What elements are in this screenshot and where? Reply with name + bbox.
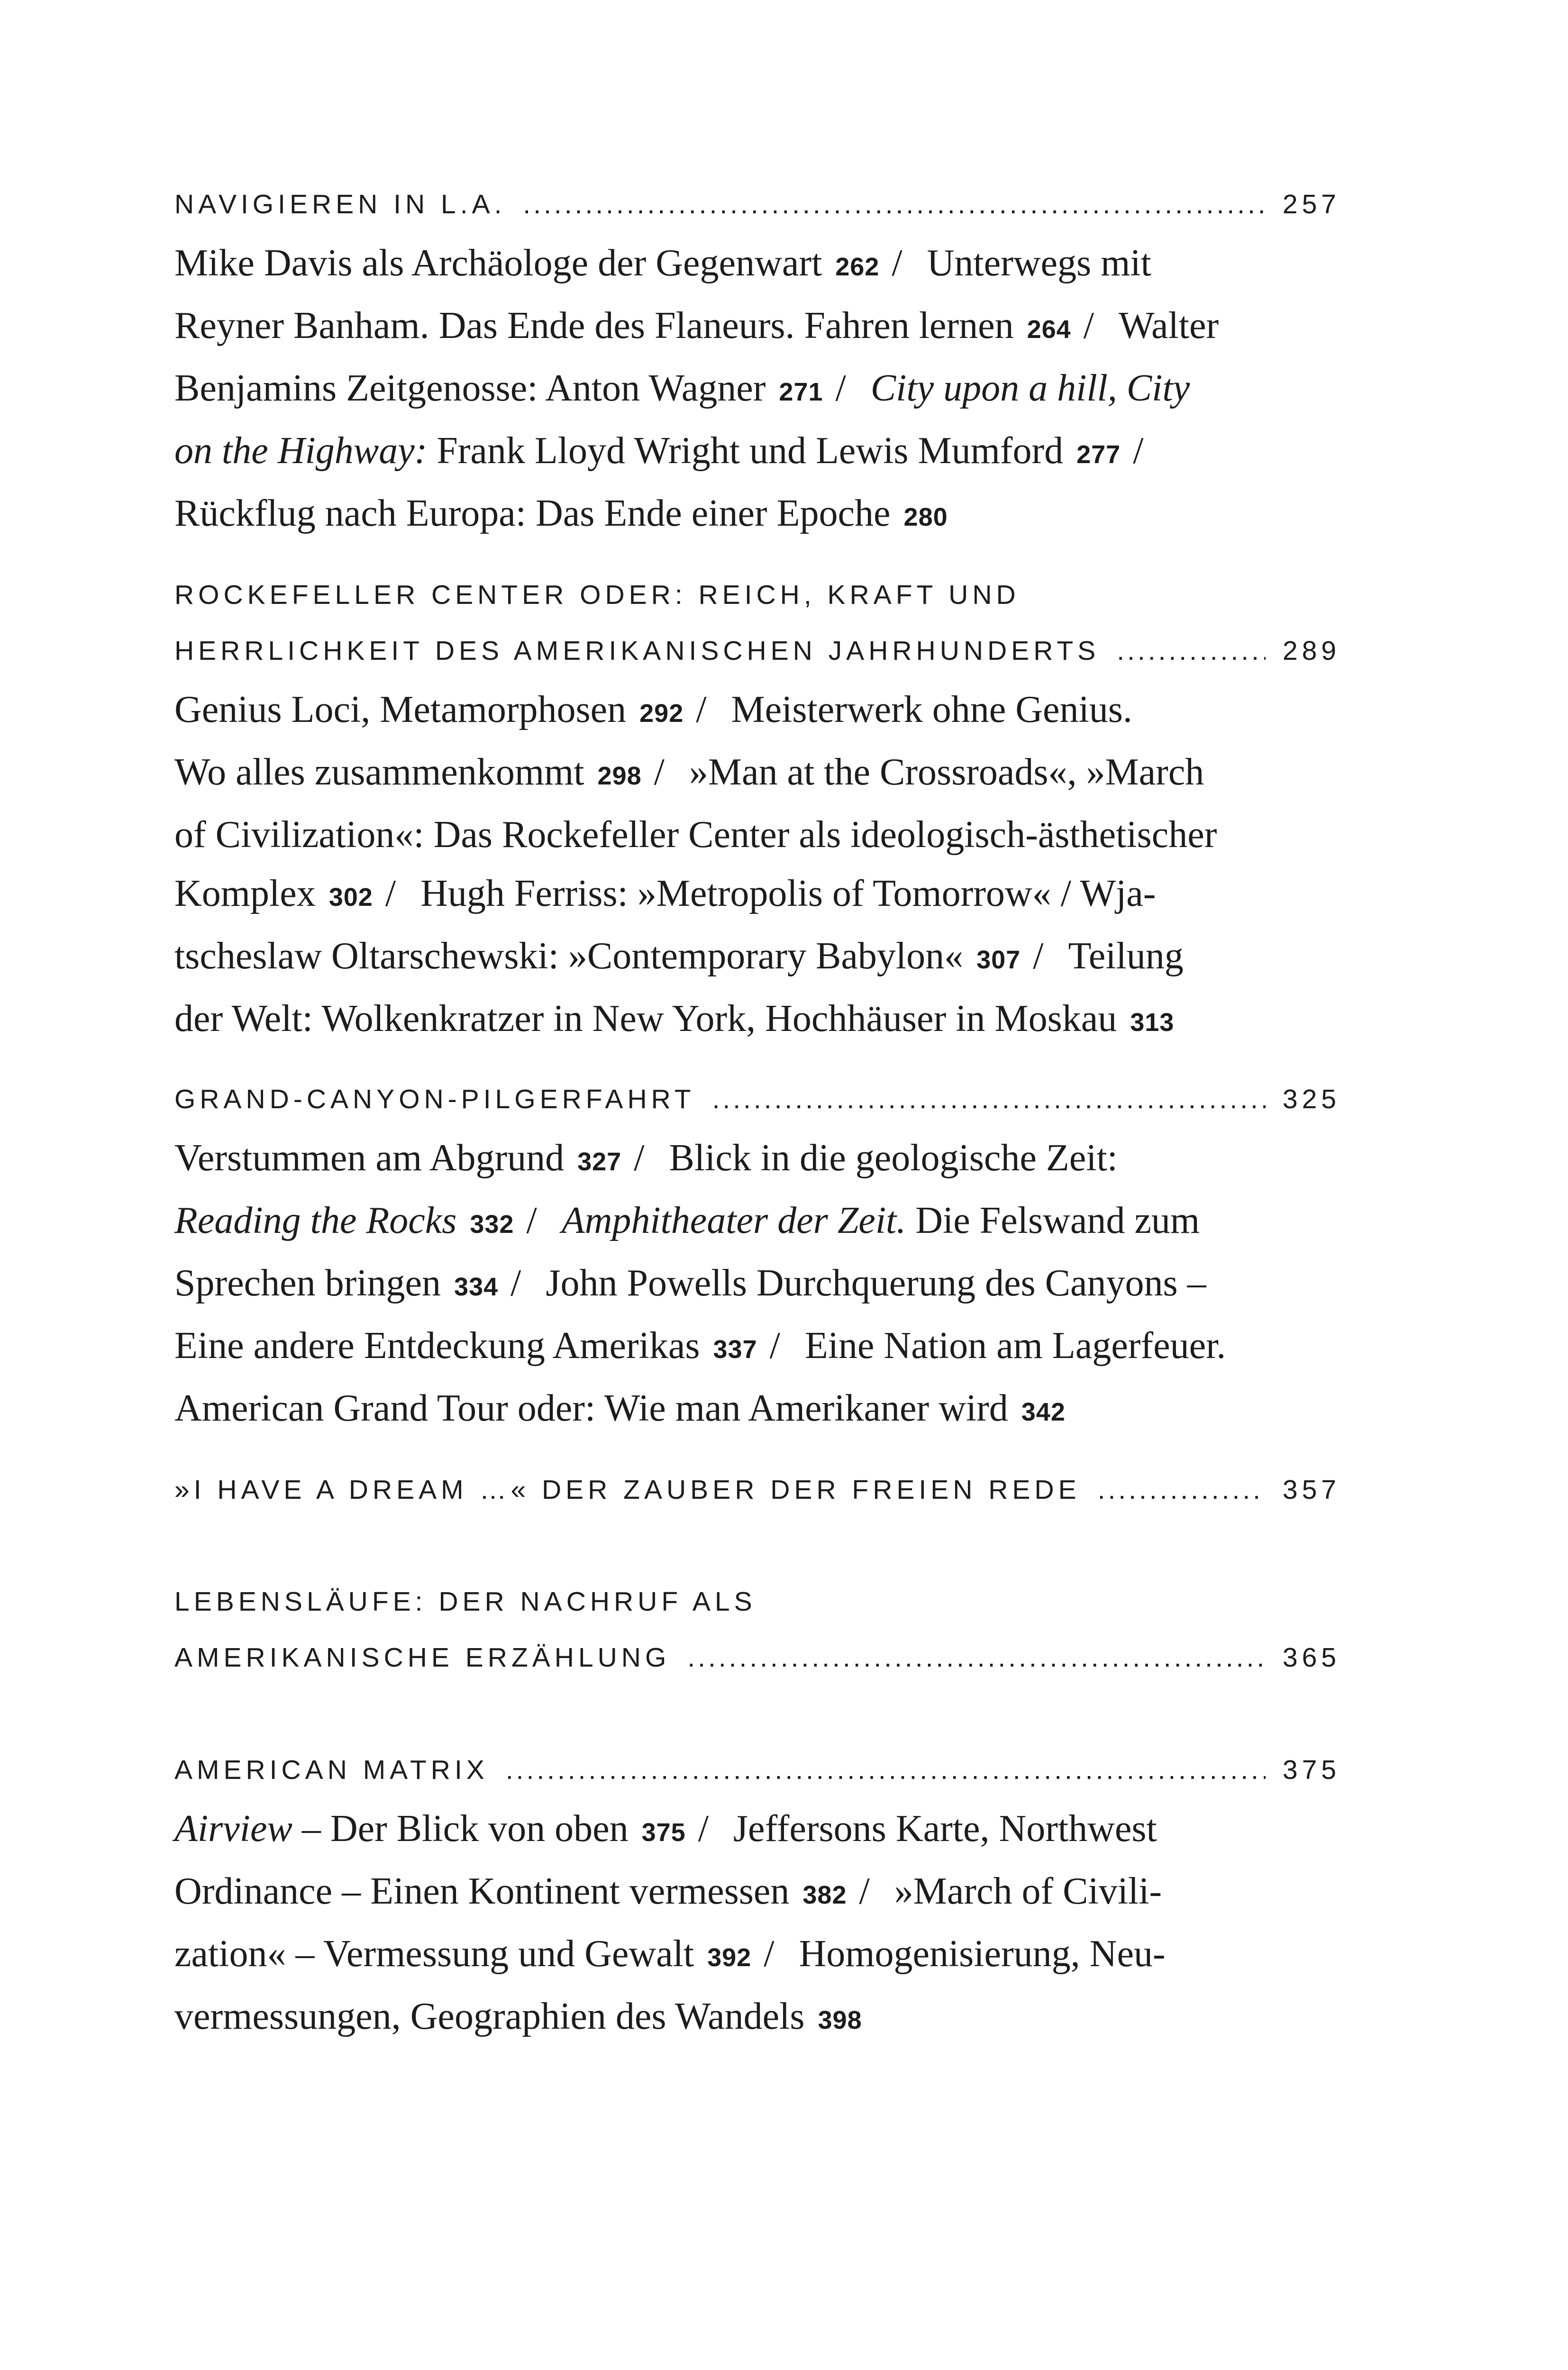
chapter-heading: [174, 176, 1340, 232]
leader-dots: [712, 1071, 1266, 1127]
subsection-line: Komplex 302 / Hugh Ferriss: »Metropolis of Tomorrow« / Wja-: [174, 873, 1156, 914]
toc-entry: [174, 1742, 1340, 2048]
page-ref: 398: [818, 2006, 862, 2034]
toc-entry: [174, 1574, 1340, 1686]
chapter-title: »I HAVE A DREAM …« DER ZAUBER DER FREIEN REDE: [174, 1475, 1081, 1505]
separator: /: [698, 1808, 709, 1850]
chapter-title: NAVIGIEREN IN L.A.: [174, 189, 506, 219]
subsection-line: of Civilization«: Das Rockefeller Center als ideologisch-ästhetischer: [174, 814, 1217, 856]
separator: /: [859, 1870, 870, 1912]
subsection-line: vermessungen, Geographien des Wandels 398: [174, 1996, 862, 2037]
subsection-line: Wo alles zusammenkommt 298 / »Man at the Crossroads«, »March: [174, 751, 1204, 793]
separator: /: [696, 689, 707, 730]
toc-entry: [174, 176, 1340, 545]
chapter-page-number: 357: [1282, 1475, 1340, 1505]
subsection-line: Reading the Rocks 332 / Amphitheater der Zeit. Die Felswand zum: [174, 1200, 1200, 1241]
chapter-page-number: 257: [1282, 189, 1340, 219]
subsection-line: Reyner Banham. Das Ende des Flaneurs. Fahren lernen 264 / Walter: [174, 305, 1219, 346]
leader-dots: [523, 176, 1265, 232]
chapter-title: AMERIKANISCHE ERZÄHLUNG: [174, 1642, 671, 1673]
page-ref: 292: [639, 699, 684, 728]
leader-dots: [1117, 623, 1266, 679]
separator: /: [385, 873, 396, 914]
leader-dots: [1098, 1462, 1266, 1518]
leader-dots: [687, 1630, 1266, 1686]
chapter-title: HERRLICHKEIT DES AMERIKANISCHEN JAHRHUNDERTS: [174, 636, 1100, 666]
page-ref: 332: [470, 1210, 514, 1239]
toc-entry: [174, 567, 1340, 1050]
subsection-line: zation« – Vermessung und Gewalt 392 / Homogenisierung, Neu-: [174, 1933, 1166, 1975]
subsection-line: Verstummen am Abgrund 327 / Blick in die geologische Zeit:: [174, 1137, 1118, 1179]
toc-entry: [174, 1462, 1340, 1518]
chapter-page-number: 325: [1282, 1084, 1340, 1114]
leader-dots: [506, 1742, 1266, 1798]
separator: /: [835, 367, 846, 409]
page-ref: 264: [1027, 315, 1071, 344]
page-ref: 262: [835, 253, 880, 281]
subsection-line: Rückflug nach Europa: Das Ende einer Epoche 280: [174, 492, 948, 534]
chapter-heading: [174, 567, 1340, 623]
page-ref: 334: [454, 1273, 499, 1301]
chapter-title: ROCKEFELLER CENTER ODER: REICH, KRAFT UND: [174, 580, 1020, 610]
page-ref: 342: [1021, 1398, 1066, 1426]
separator: /: [892, 242, 903, 284]
subsection-line: Sprechen bringen 334 / John Powells Durchquerung des Canyons –: [174, 1262, 1206, 1304]
page-ref: 337: [713, 1335, 757, 1364]
subsection-line: American Grand Tour oder: Wie man Amerikaner wird 342: [174, 1387, 1066, 1429]
chapter-heading: [174, 1071, 1340, 1127]
chapter-heading: [174, 1462, 1340, 1518]
subsection-line: der Welt: Wolkenkratzer in New York, Hochhäuser in Moskau 313: [174, 998, 1175, 1039]
page-ref: 271: [779, 378, 823, 406]
page-ref: 382: [802, 1881, 847, 1909]
chapter-heading: [174, 1574, 1340, 1630]
page-ref: 313: [1130, 1008, 1175, 1037]
chapter-heading: [174, 623, 1340, 679]
chapter-title: AMERICAN MATRIX: [174, 1755, 489, 1785]
separator: /: [1033, 935, 1044, 977]
separator: /: [769, 1325, 780, 1367]
chapter-page-number: 375: [1282, 1755, 1340, 1785]
separator: /: [511, 1262, 521, 1304]
separator: /: [1133, 430, 1144, 472]
subsection-line: Airview – Der Blick von oben 375 / Jeffersons Karte, Northwest: [174, 1808, 1157, 1850]
subsection-line: on the Highway: Frank Lloyd Wright und Lewis Mumford 277 /: [174, 430, 1144, 472]
subsection-line: tscheslaw Oltarschewski: »Contemporary Babylon« 307 / Teilung: [174, 935, 1184, 977]
chapter-heading: [174, 1630, 1340, 1686]
page-ref: 307: [976, 946, 1021, 974]
page-ref: 280: [903, 503, 948, 531]
separator: /: [634, 1137, 645, 1179]
subsection-line: Ordinance – Einen Kontinent vermessen 382 / »March of Civili-: [174, 1870, 1162, 1912]
separator: /: [654, 751, 665, 793]
separator: /: [1083, 305, 1094, 346]
chapter-title: GRAND-CANYON-PILGERFAHRT: [174, 1084, 695, 1114]
page-ref: 327: [577, 1148, 622, 1176]
chapter-page-number: 365: [1282, 1642, 1340, 1673]
page-ref: 298: [597, 762, 642, 790]
subsection-line: Mike Davis als Archäologe der Gegenwart 262 / Unterwegs mit: [174, 242, 1151, 284]
chapter-heading: [174, 1742, 1340, 1798]
page-ref: 375: [641, 1818, 686, 1847]
page-ref: 302: [328, 883, 373, 912]
chapter-page-number: 289: [1282, 636, 1340, 666]
toc-entry: [174, 1071, 1340, 1440]
separator: /: [764, 1933, 775, 1975]
subsection-line: Benjamins Zeitgenosse: Anton Wagner 271 / City upon a hill, City: [174, 367, 1190, 409]
page-ref: 277: [1076, 440, 1121, 469]
separator: /: [526, 1200, 537, 1241]
page-ref: 392: [707, 1943, 752, 1972]
chapter-title: LEBENSLÄUFE: DER NACHRUF ALS: [174, 1586, 757, 1617]
subsection-line: Eine andere Entdeckung Amerikas 337 / Eine Nation am Lagerfeuer.: [174, 1325, 1226, 1367]
subsection-line: Genius Loci, Metamorphosen 292 / Meisterwerk ohne Genius.: [174, 689, 1132, 730]
